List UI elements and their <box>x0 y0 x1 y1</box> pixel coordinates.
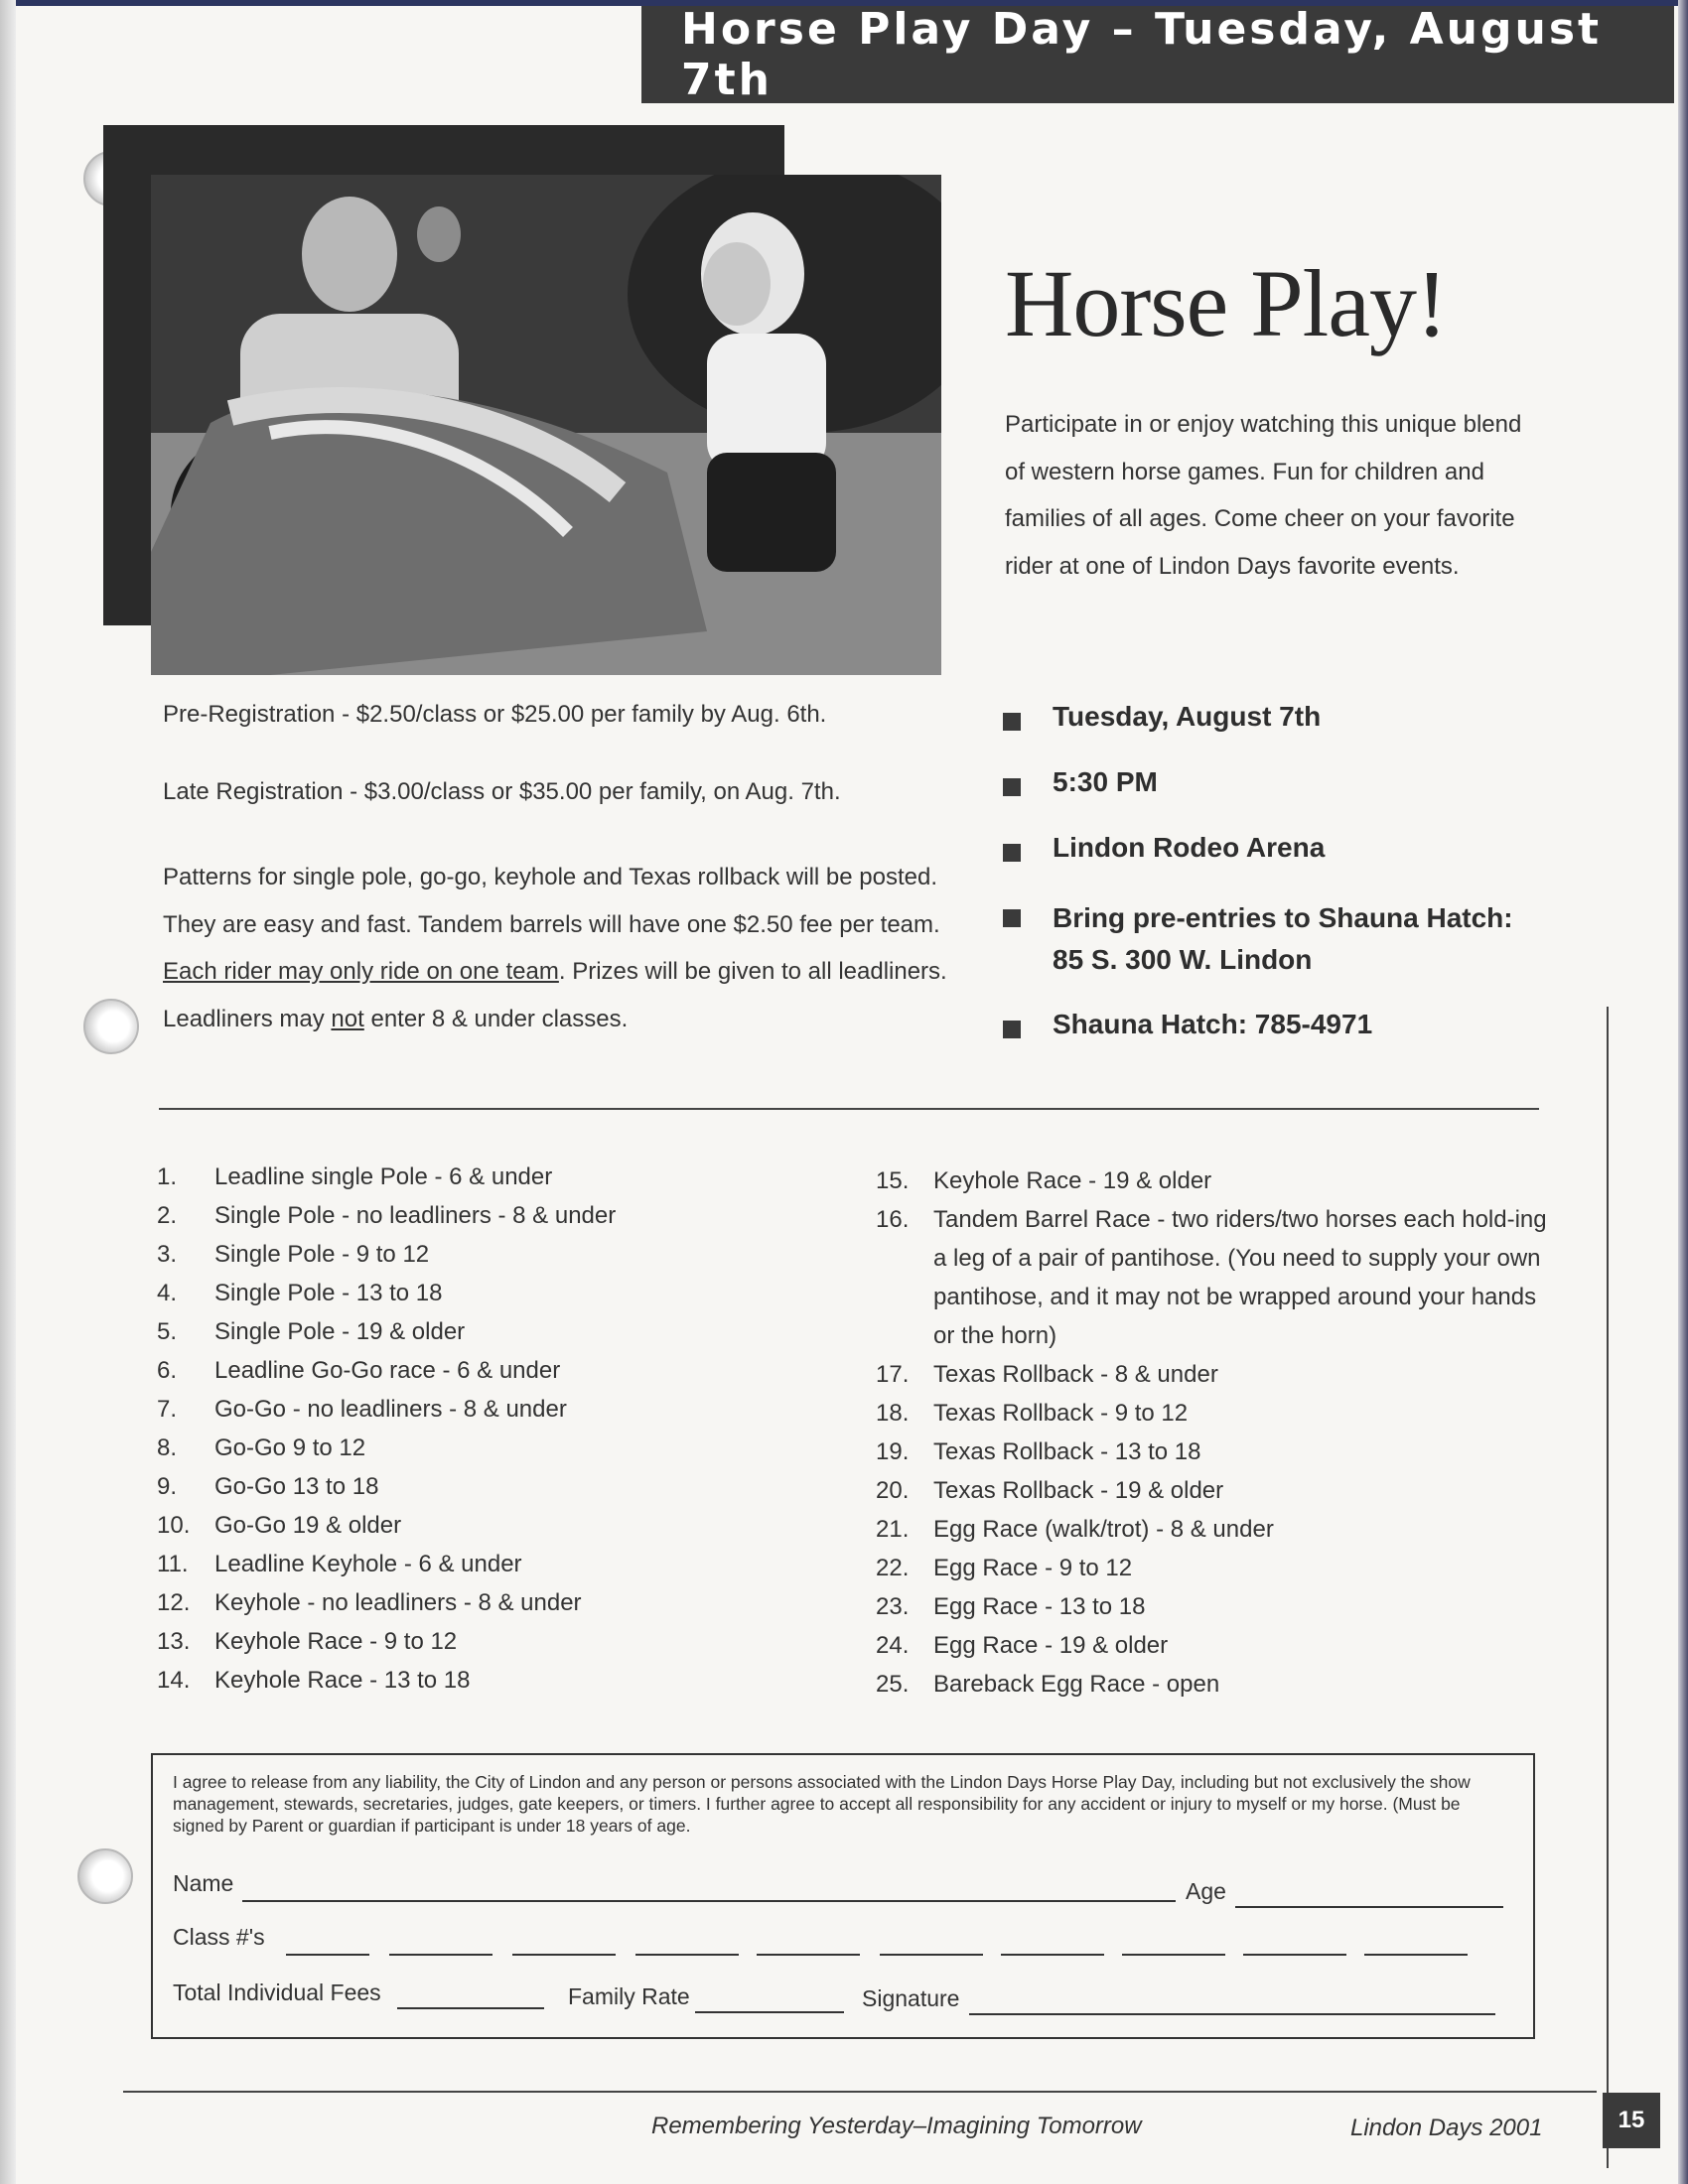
class-list-item <box>157 1196 713 1235</box>
class-label: Texas Rollback - 13 to 18 <box>933 1438 1201 1465</box>
class-number: 3. <box>157 1241 178 1268</box>
class-list-item <box>157 1312 713 1351</box>
page-number: 15 <box>1603 2093 1660 2148</box>
class-number: 7. <box>157 1396 178 1423</box>
class-list-item <box>157 1235 713 1274</box>
right-margin-rule <box>1607 1007 1609 2168</box>
class-number: 8. <box>157 1434 178 1461</box>
page-binding-shadow <box>0 0 16 2184</box>
detail-date-text: Tuesday, August 7th <box>1053 701 1322 732</box>
footer-slogan: Remembering Yesterday–Imagining Tomorrow <box>651 2113 1142 2139</box>
detail-time-text: 5:30 PM <box>1053 766 1158 797</box>
class-list-item <box>876 1626 1551 1665</box>
class-number-field-2[interactable] <box>389 1954 492 1956</box>
patterns-paragraph <box>163 854 957 1042</box>
age-label: Age <box>1186 1878 1226 1904</box>
class-label: Go-Go 13 to 18 <box>214 1473 379 1500</box>
footer-publication: Lindon Days 2001 <box>1350 2115 1543 2141</box>
total-fees-label: Total Individual Fees <box>173 1979 381 2005</box>
class-number: 21. <box>876 1516 910 1543</box>
class-list-item <box>157 1429 713 1467</box>
family-rate-field[interactable] <box>695 2011 844 2013</box>
class-label: Single Pole - 19 & older <box>214 1318 466 1345</box>
bullet-square-icon <box>1003 713 1021 731</box>
class-number: 19. <box>876 1438 910 1465</box>
class-number-field-10[interactable] <box>1364 1954 1468 1956</box>
class-number: 14. <box>157 1667 191 1694</box>
class-label: Keyhole Race - 9 to 12 <box>214 1628 458 1655</box>
event-details-list <box>1003 701 1618 1040</box>
bullet-square-icon <box>1003 1021 1021 1038</box>
class-list-item <box>157 1274 713 1312</box>
detail-time <box>1003 766 1618 798</box>
class-list-item <box>157 1661 713 1700</box>
class-number: 16. <box>876 1206 910 1233</box>
class-label: Leadline single Pole - 6 & under <box>214 1163 553 1190</box>
class-label: Keyhole Race - 13 to 18 <box>214 1667 471 1694</box>
class-number: 9. <box>157 1473 178 1500</box>
waiver-text: I agree to release from any liability, the City of Lindon and any person or persons associated with the Lindon Days Horse Play Day, including but not exclusively the show management, stewards, secretaries, judges, gate keepers, or timers. I further agree to accept all responsibility for any accident or injury to myself or my horse. (Must be signed by Parent or guardian if participant is under 18 years of age. <box>173 1772 1471 1836</box>
class-number: 24. <box>876 1632 910 1659</box>
detail-preentries-line2: 85 S. 300 W. Lindon <box>1053 944 1313 975</box>
class-list-item <box>157 1351 713 1390</box>
class-label: Keyhole - no leadliners - 8 & under <box>214 1589 582 1616</box>
detail-location <box>1003 832 1618 864</box>
class-list-item <box>157 1622 713 1661</box>
name-field[interactable] <box>242 1900 1176 1902</box>
class-label: Keyhole Race - 19 & older <box>933 1167 1212 1194</box>
class-number-field-9[interactable] <box>1243 1954 1346 1956</box>
class-label: Single Pole - 9 to 12 <box>214 1241 430 1268</box>
class-label: Egg Race (walk/trot) - 8 & under <box>933 1516 1274 1543</box>
family-rate-label: Family Rate <box>568 1983 690 2009</box>
bullet-square-icon <box>1003 909 1021 927</box>
pre-registration-text: Pre-Registration - $2.50/class or $25.00 per family by Aug. 6th. <box>163 701 827 728</box>
class-list-item <box>876 1394 1551 1433</box>
class-label: Bareback Egg Race - open <box>933 1671 1220 1698</box>
class-list-item <box>876 1200 1551 1355</box>
class-list-right <box>876 1161 1551 1704</box>
hero-title: Horse Play! <box>1005 250 1447 356</box>
photo-illustration <box>151 175 941 675</box>
class-number-field-5[interactable] <box>757 1954 860 1956</box>
signature-label: Signature <box>862 1985 960 2011</box>
class-label: Leadline Keyhole - 6 & under <box>214 1551 522 1577</box>
class-number: 4. <box>157 1280 178 1306</box>
class-list-item <box>876 1161 1551 1200</box>
class-number: 6. <box>157 1357 178 1384</box>
class-list-item <box>876 1433 1551 1471</box>
class-label: Egg Race - 19 & older <box>933 1632 1169 1659</box>
class-list-item <box>157 1390 713 1429</box>
class-list-item <box>157 1467 713 1506</box>
section-divider <box>159 1108 1539 1110</box>
class-list-item <box>876 1510 1551 1549</box>
detail-phone-text: Shauna Hatch: 785-4971 <box>1053 1009 1373 1039</box>
class-list-item <box>876 1549 1551 1587</box>
class-number: 20. <box>876 1477 910 1504</box>
class-number-field-8[interactable] <box>1122 1954 1225 1956</box>
detail-preentries-line1: Bring pre-entries to Shauna Hatch: <box>1053 902 1513 933</box>
class-numbers-label: Class #'s <box>173 1924 265 1950</box>
class-label: Texas Rollback - 9 to 12 <box>933 1400 1189 1427</box>
detail-location-text: Lindon Rodeo Arena <box>1053 832 1326 863</box>
entry-form <box>151 1753 1535 2039</box>
header-title: Horse Play Day – Tuesday, August 7th <box>681 4 1603 105</box>
class-list-item <box>157 1506 713 1545</box>
class-label: Tandem Barrel Race - two riders/two horses each hold-ing a leg of a pair of pantihose. (You need to supply your own pantihose, and it may not be wrapped around your hands or the horn) <box>933 1206 1547 1349</box>
class-number: 18. <box>876 1400 910 1427</box>
class-label: Egg Race - 9 to 12 <box>933 1555 1133 1581</box>
class-number: 17. <box>876 1361 910 1388</box>
class-label: Leadline Go-Go race - 6 & under <box>214 1357 561 1384</box>
footer-rule <box>123 2091 1597 2093</box>
class-number: 11. <box>157 1551 189 1577</box>
header-bar <box>641 6 1674 103</box>
signature-field[interactable] <box>969 2013 1495 2015</box>
detail-preentries <box>1003 897 1618 981</box>
hero-intro: Participate in or enjoy watching this unique blend of western horse games. Fun for children and families of all ages. Come cheer on your favorite rider at one of Lindon Days favorite events. <box>1005 411 1522 580</box>
patterns-underlined-not: not <box>331 1005 364 1032</box>
class-number: 5. <box>157 1318 178 1345</box>
class-label: Single Pole - no leadliners - 8 & under <box>214 1202 617 1229</box>
class-list-item <box>876 1587 1551 1626</box>
class-number-field-7[interactable] <box>1001 1954 1104 1956</box>
class-list-item <box>157 1545 713 1583</box>
late-registration-text: Late Registration - $3.00/class or $35.00 per family, on Aug. 7th. <box>163 778 841 805</box>
age-field[interactable] <box>1235 1906 1503 1908</box>
patterns-text-c: enter 8 & under classes. <box>363 1005 629 1032</box>
class-label: Texas Rollback - 19 & older <box>933 1477 1224 1504</box>
class-number: 10. <box>157 1512 191 1539</box>
class-number-field-3[interactable] <box>512 1954 616 1956</box>
class-number: 23. <box>876 1593 910 1620</box>
class-number: 25. <box>876 1671 910 1698</box>
class-number-field-4[interactable] <box>635 1954 739 1956</box>
binder-hole-middle-icon <box>83 999 139 1054</box>
class-list-item <box>876 1665 1551 1704</box>
class-label: Go-Go - no leadliners - 8 & under <box>214 1396 567 1423</box>
binder-hole-bottom-icon <box>77 1848 133 1904</box>
class-number: 13. <box>157 1628 191 1655</box>
class-label: Texas Rollback - 8 & under <box>933 1361 1218 1388</box>
detail-phone <box>1003 1009 1618 1040</box>
patterns-text-b: . Prizes will be given to all leadliners. Leadliners may <box>163 958 947 1032</box>
class-label: Go-Go 19 & older <box>214 1512 402 1539</box>
class-list-item <box>157 1158 713 1196</box>
class-list-item <box>876 1471 1551 1510</box>
class-list-item <box>157 1583 713 1622</box>
class-number-field-1[interactable] <box>286 1954 369 1956</box>
name-label: Name <box>173 1870 234 1896</box>
class-number: 1. <box>157 1163 178 1190</box>
page-edge-right <box>1678 0 1688 2184</box>
bullet-square-icon <box>1003 844 1021 862</box>
class-label: Go-Go 9 to 12 <box>214 1434 366 1461</box>
class-number: 12. <box>157 1589 191 1616</box>
patterns-text-a: Patterns for single pole, go-go, keyhole and Texas rollback will be posted. They are easy and fast. Tandem barrels will have one $2.50 fee per team. <box>163 864 940 938</box>
class-number-field-6[interactable] <box>880 1954 983 1956</box>
class-number: 2. <box>157 1202 178 1229</box>
patterns-underlined-rule: Each rider may only ride on one team <box>163 958 559 985</box>
class-list-item <box>876 1355 1551 1394</box>
class-number: 15. <box>876 1167 910 1194</box>
class-label: Egg Race - 13 to 18 <box>933 1593 1146 1620</box>
class-number: 22. <box>876 1555 910 1581</box>
total-fees-field[interactable] <box>397 2007 544 2009</box>
class-label: Single Pole - 13 to 18 <box>214 1280 443 1306</box>
photo-man-girl-pony <box>151 175 941 675</box>
bullet-square-icon <box>1003 778 1021 796</box>
detail-date <box>1003 701 1618 733</box>
class-list-left <box>157 1158 713 1700</box>
